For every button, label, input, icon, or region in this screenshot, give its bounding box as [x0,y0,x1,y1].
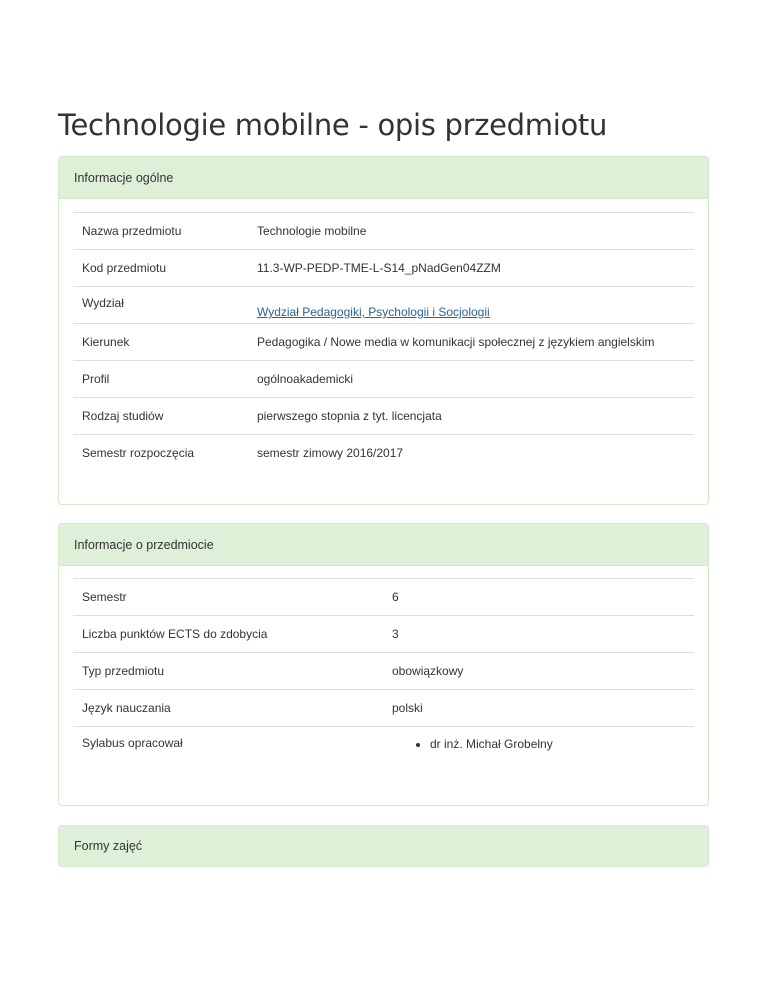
table-row [73,361,694,398]
row-value: 11.3-WP-PEDP-TME-L-S14_pNadGen04ZZM [248,250,694,287]
row-label: Semestr [73,579,383,616]
row-label: Rodzaj studiów [73,398,248,435]
row-value: obowiązkowy [383,653,694,690]
row-label: Nazwa przedmiotu [73,213,248,250]
row-value: semestr zimowy 2016/2017 [248,435,694,472]
general-info-heading: Informacje ogólne [59,157,708,199]
department-link[interactable]: Wydział Pedagogiki, Psychologii i Socjologii [257,305,490,319]
table-row [73,435,694,472]
table-row [73,324,694,361]
row-label: Semestr rozpoczęcia [73,435,248,472]
author-list [392,737,694,751]
row-label: Typ przedmiotu [73,653,383,690]
table-row [73,213,694,250]
row-label: Profil [73,361,248,398]
general-info-table [73,212,694,472]
table-row [73,727,694,764]
table-row [73,287,694,324]
table-row [73,616,694,653]
row-value [248,287,694,324]
row-value [383,727,694,764]
class-forms-panel [58,825,709,867]
row-label: Język nauczania [73,690,383,727]
row-label: Liczba punktów ECTS do zdobycia [73,616,383,653]
row-value: 6 [383,579,694,616]
table-row [73,250,694,287]
row-label: Wydział [73,287,248,324]
table-row [73,398,694,435]
row-value: 3 [383,616,694,653]
general-info-panel [58,156,709,505]
row-label: Sylabus opracował [73,727,383,764]
row-label: Kod przedmiotu [73,250,248,287]
row-label: Kierunek [73,324,248,361]
row-value: pierwszego stopnia z tyt. licencjata [248,398,694,435]
subject-info-heading: Informacje o przedmiocie [59,524,708,566]
row-value: Pedagogika / Nowe media w komunikacji społecznej z językiem angielskim [248,324,694,361]
row-value: polski [383,690,694,727]
subject-info-table [73,578,694,764]
list-item: • dr inż. Michał Grobelny [430,737,694,751]
table-row [73,653,694,690]
class-forms-heading: Formy zajęć [59,826,708,866]
page-title: Technologie mobilne - opis przedmiotu [58,108,608,142]
subject-info-panel [58,523,709,806]
table-row [73,579,694,616]
row-value: ogólnoakademicki [248,361,694,398]
row-value: Technologie mobilne [248,213,694,250]
table-row [73,690,694,727]
